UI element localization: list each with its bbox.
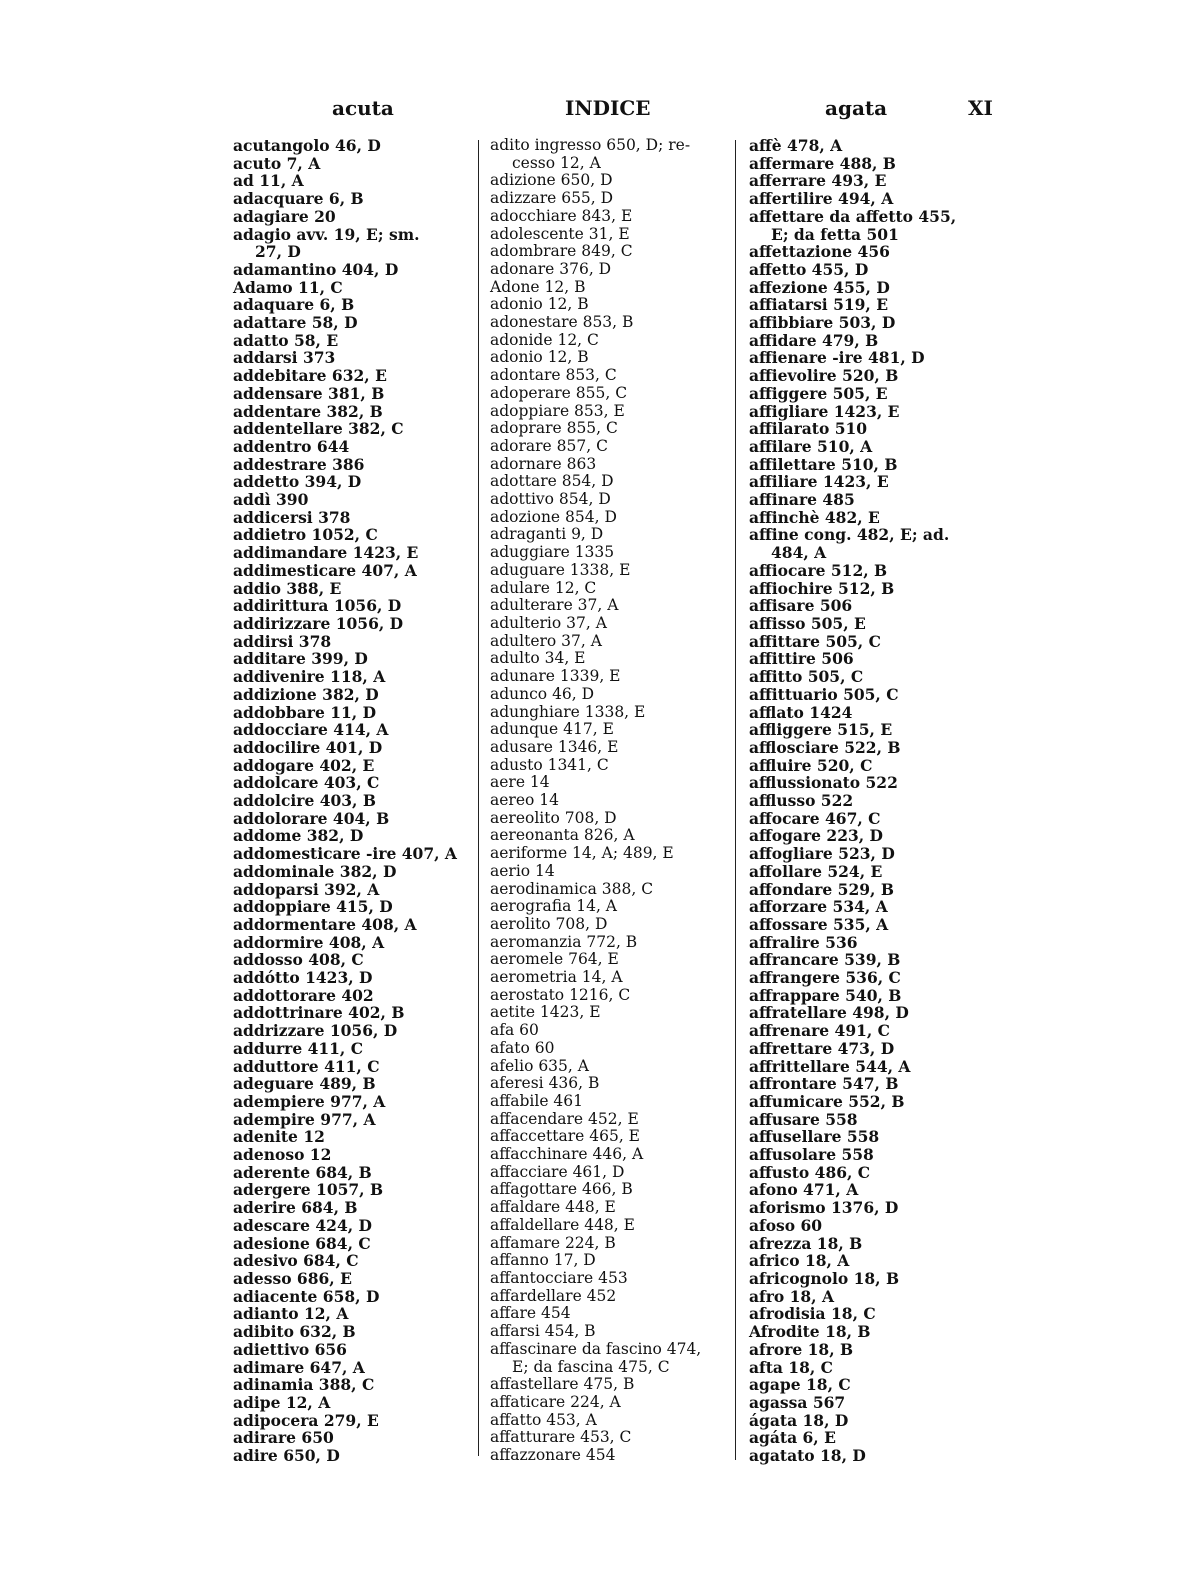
index-entry: affliggere 515, E [749, 720, 893, 740]
index-entry: affrancare 539, B [749, 950, 901, 970]
index-entry: affare 454 [490, 1304, 571, 1323]
index-entry: addetto 394, D [233, 472, 362, 492]
index-entry: adinamia 388, C [233, 1375, 375, 1395]
index-entry: afoso 60 [749, 1215, 823, 1235]
index-entry: addimesticare 407, A [233, 560, 417, 580]
index-entry: additare 399, D [233, 649, 368, 669]
index-entry: afflusso 522 [749, 791, 854, 811]
index-entry: affievolire 520, B [749, 366, 899, 386]
page-number: XI [968, 96, 993, 120]
index-entry: affanno 17, D [490, 1251, 596, 1270]
index-entry: adempiere 977, A [233, 1091, 386, 1111]
index-entry: adombrare 849, C [490, 242, 633, 261]
index-entry: affitto 505, C [749, 667, 864, 687]
page-header [230, 96, 1000, 126]
index-entry: addirittura 1056, D [233, 596, 402, 616]
index-entry: affisare 506 [749, 596, 853, 616]
index-entry: adoppiare 853, E [490, 401, 625, 420]
index-entry: addentellare 382, C [233, 419, 404, 439]
index-entry: affagottare 466, B [490, 1180, 633, 1199]
index-entry: afelio 635, A [490, 1056, 589, 1075]
index-entry: adonio 12, B [490, 295, 589, 314]
index-entry: ágata 18, D [749, 1410, 849, 1430]
index-entry: addurre 411, C [233, 1038, 364, 1058]
index-entry: affogliare 523, D [749, 844, 895, 864]
index-entry: Adamo 11, C [233, 277, 343, 297]
index-entry: addoppiare 415, D [233, 897, 393, 917]
index-entry: adornare 863 [490, 454, 597, 473]
index-entry: adiettivo 656 [233, 1339, 347, 1359]
index-entry: afa 60 [490, 1021, 539, 1040]
index-entry: affacchinare 446, A [490, 1145, 644, 1164]
index-entry: aeromanzia 772, B [490, 932, 638, 951]
index-entry: adirare 650 [233, 1428, 334, 1448]
index-entry: adianto 12, A [233, 1304, 349, 1324]
index-entry: addottorare 402 [233, 985, 374, 1005]
index-entry: affrangere 536, C [749, 968, 901, 988]
index-entry: addrizzare 1056, D [233, 1021, 398, 1041]
index-entry: adunque 417, E [490, 720, 614, 739]
index-entry: addolorare 404, B [233, 808, 390, 828]
header-first-entry: acuta [332, 96, 394, 120]
index-entry: afflato 1424 [749, 702, 853, 722]
index-entry: addarsi 373 [233, 348, 336, 368]
index-entry: affiocare 512, B [749, 560, 888, 580]
index-entry: agatato 18, D [749, 1446, 866, 1466]
index-entry: adesione 684, C [233, 1233, 371, 1253]
index-entry: affusto 486, C [749, 1162, 871, 1182]
index-entry: affilarato 510 [749, 419, 868, 439]
index-entry: affittare 505, C [749, 631, 881, 651]
index-entry: adesso 686, E [233, 1269, 352, 1288]
index-entry: affidare 479, B [749, 330, 879, 350]
header-last-entry: agata [825, 96, 888, 120]
index-entry: affacendare 452, E [490, 1109, 639, 1128]
index-entry: affinare 485 [749, 490, 855, 510]
index-entry: addestrare 386 [233, 454, 365, 474]
index-entry: Afrodite 18, B [749, 1322, 871, 1342]
index-entry: addentare 382, B [233, 401, 383, 421]
index-entry: aerodinamica 388, C [490, 879, 654, 898]
index-entry: adipocera 279, E [233, 1410, 379, 1430]
index-entry: afono 471, A [749, 1180, 859, 1200]
index-entry: affiochire 512, B [749, 578, 895, 598]
index-entry: affiatarsi 519, E [749, 295, 889, 315]
index-entry: addio 388, E [233, 578, 342, 598]
index-entry: affermare 488, B [749, 153, 896, 173]
index-entry: adulto 34, E [490, 649, 586, 668]
index-entry: adonare 376, D [490, 259, 612, 278]
index-entry: adozione 854, D [490, 507, 617, 526]
index-entry: adescare 424, D [233, 1215, 372, 1235]
index-entry: addobbare 11, D [233, 702, 377, 722]
index-entry: adamantino 404, D [233, 259, 399, 279]
index-entry: affatto 453, A [490, 1410, 597, 1429]
column-divider-2 [735, 140, 736, 1460]
index-entry: affezione 455, D [749, 277, 890, 297]
index-entry: cesso 12, A [512, 153, 601, 172]
index-entry: adergere 1057, B [233, 1180, 384, 1200]
index-entry: afflosciare 522, B [749, 737, 901, 757]
index-entry: affiggere 505, E [749, 383, 888, 403]
index-entry: adonestare 853, B [490, 313, 634, 332]
index-entry: adattare 58, D [233, 313, 358, 333]
index-entry: affaldare 448, E [490, 1198, 616, 1217]
index-entry: addótto 1423, D [233, 968, 373, 988]
index-entry: affusellare 558 [749, 1127, 880, 1147]
index-entry: addoparsi 392, A [233, 879, 380, 899]
index-entry: adiacente 658, D [233, 1286, 380, 1306]
index-entry: affardellare 452 [490, 1286, 617, 1305]
index-entry: addome 382, D [233, 826, 364, 846]
index-entry: aereo 14 [490, 791, 559, 810]
index-entry: adunare 1339, E [490, 667, 621, 686]
index-entry: afflussionato 522 [749, 773, 898, 793]
index-entry: addormire 408, A [233, 932, 385, 952]
index-entry: adulterio 37, A [490, 613, 607, 632]
index-entry: addietro 1052, C [233, 525, 378, 545]
index-entry: affatturare 453, C [490, 1428, 632, 1447]
index-entry: acutangolo 46, D [233, 136, 381, 155]
index-entry: addogare 402, E [233, 755, 375, 775]
index-entry: aderente 684, B [233, 1162, 372, 1182]
index-entry: adeguare 489, B [233, 1074, 376, 1094]
index-entry: affienare -ire 481, D [749, 348, 925, 368]
index-entry: affantocciare 453 [490, 1269, 628, 1287]
index-entry: aereolito 708, D [490, 808, 617, 827]
index-entry: affogare 223, D [749, 826, 883, 846]
index-entry: affondare 529, B [749, 879, 894, 899]
index-entry: affrenare 491, C [749, 1021, 891, 1041]
index-entry: adacquare 6, B [233, 189, 364, 209]
index-entry: afferrare 493, E [749, 171, 887, 191]
index-entry: affittuario 505, C [749, 684, 899, 704]
index-entry: addirizzare 1056, D [233, 613, 404, 633]
index-entry: addicersi 378 [233, 507, 351, 527]
header-title: INDICE [565, 96, 651, 120]
index-column-3 [749, 137, 999, 1465]
index-entry: aeromele 764, E [490, 950, 619, 969]
index-entry: affollare 524, E [749, 861, 883, 881]
index-entry: agassa 567 [749, 1392, 846, 1412]
index-entry: affrappare 540, B [749, 985, 902, 1005]
index-entry: affusolare 558 [749, 1145, 874, 1165]
index-entry: adenoso 12 [233, 1145, 332, 1165]
index-entry: affrettare 473, D [749, 1038, 895, 1058]
index-entry: affratellare 498, D [749, 1003, 909, 1023]
index-entry: affumicare 552, B [749, 1091, 905, 1111]
index-entry: adito ingresso 650, D; re- [490, 136, 691, 154]
index-entry: adultero 37, A [490, 631, 602, 650]
index-entry: adesivo 684, C [233, 1251, 359, 1271]
index-entry: adunco 46, D [490, 684, 595, 703]
index-entry: adonide 12, C [490, 330, 599, 349]
index-column-1 [233, 137, 473, 1465]
index-entry: affinchè 482, E [749, 507, 880, 527]
index-entry: adire 650, D [233, 1446, 340, 1466]
index-column-2 [490, 137, 730, 1465]
index-entry: addocciare 414, A [233, 720, 389, 740]
index-entry: affè 478, A [749, 136, 843, 155]
index-entry: africognolo 18, B [749, 1269, 900, 1288]
index-entry: afta 18, C [749, 1357, 834, 1377]
index-entry: aereonanta 826, A [490, 826, 635, 845]
index-entry: adaquare 6, B [233, 295, 355, 315]
index-entry: adatto 58, E [233, 330, 339, 350]
index-entry: affarsi 454, B [490, 1322, 596, 1341]
index-entry: adoperare 855, C [490, 383, 628, 402]
index-entry: adagio avv. 19, E; sm. [233, 224, 420, 244]
index-entry: affigliare 1423, E [749, 401, 900, 421]
index-entry: E; da fetta 501 [771, 224, 899, 244]
index-entry: addottrinare 402, B [233, 1003, 405, 1023]
index-entry: adagiare 20 [233, 206, 336, 226]
index-entry: addì 390 [233, 490, 309, 510]
index-entry: aerostato 1216, C [490, 985, 631, 1004]
index-entry: aerio 14 [490, 861, 555, 880]
column-divider-1 [478, 140, 479, 1456]
index-entry: adibito 632, B [233, 1322, 356, 1342]
index-entry: addensare 381, B [233, 383, 385, 403]
index-entry: aeriforme 14, A; 489, E [490, 844, 674, 863]
index-entry: africo 18, A [749, 1251, 850, 1271]
index-entry: addirsi 378 [233, 631, 332, 651]
index-entry: adulterare 37, A [490, 596, 619, 615]
index-entry: adimare 647, A [233, 1357, 365, 1377]
index-entry: affastellare 475, B [490, 1375, 635, 1394]
index-entry: affrittellare 544, A [749, 1056, 911, 1076]
index-entry: addosso 408, C [233, 950, 364, 970]
index-entry: aduguare 1338, E [490, 560, 631, 579]
index-entry: agape 18, C [749, 1375, 851, 1395]
index-entry: affacciare 461, D [490, 1162, 625, 1181]
index-entry: aforismo 1376, D [749, 1198, 899, 1218]
index-entry: adoprare 855, C [490, 419, 618, 438]
index-entry: affocare 467, C [749, 808, 881, 828]
index-entry: adunghiare 1338, E [490, 702, 646, 721]
index-entry: addolcare 403, C [233, 773, 380, 793]
index-entry: adusare 1346, E [490, 737, 619, 756]
index-entry: affetto 455, D [749, 259, 869, 279]
index-entry: acuto 7, A [233, 153, 321, 173]
index-entry: affisso 505, E [749, 613, 866, 633]
index-entry: adocchiare 843, E [490, 206, 633, 225]
index-entry: affralire 536 [749, 932, 858, 952]
index-entry: affertilire 494, A [749, 189, 894, 209]
index-entry: afrore 18, B [749, 1339, 854, 1359]
index-entry: aere 14 [490, 773, 550, 792]
index-entry: aerolito 708, D [490, 914, 608, 933]
index-entry: addentro 644 [233, 436, 350, 456]
index-entry: affusare 558 [749, 1109, 858, 1129]
index-entry: adolescente 31, E [490, 224, 630, 243]
index-entry: affaldellare 448, E [490, 1215, 635, 1234]
index-entry: afato 60 [490, 1038, 555, 1057]
index-entry: addivenire 118, A [233, 667, 386, 687]
index-entry: adipe 12, A [233, 1392, 331, 1412]
index-entry: adontare 853, C [490, 366, 617, 385]
index-entry: addebitare 632, E [233, 366, 387, 386]
index-entry: affittire 506 [749, 649, 854, 669]
index-entry: adizzare 655, D [490, 189, 614, 208]
index-entry: afro 18, A [749, 1286, 835, 1306]
index-entry: aerografia 14, A [490, 897, 618, 916]
index-entry: adottare 854, D [490, 472, 614, 491]
index-entry: affaccettare 465, E [490, 1127, 640, 1146]
index-entry: affiliare 1423, E [749, 472, 889, 492]
index-entry: aetite 1423, E [490, 1003, 601, 1022]
index-entry: aderire 684, B [233, 1198, 358, 1218]
index-entry: adraganti 9, D [490, 525, 604, 544]
index-entry: affascinare da fascino 474, [490, 1339, 702, 1358]
index-entry: addizione 382, D [233, 684, 379, 704]
index-entry: afrezza 18, B [749, 1233, 863, 1253]
index-entry: 27, D [255, 242, 301, 262]
index-entry: addormentare 408, A [233, 914, 417, 934]
index-entry: affabile 461 [490, 1091, 584, 1110]
index-entry: adempire 977, A [233, 1109, 376, 1129]
index-entry: aduggiare 1335 [490, 543, 615, 562]
index-entry: affibbiare 503, D [749, 313, 896, 333]
index-entry: afrodisia 18, C [749, 1304, 876, 1324]
index-entry: adizione 650, D [490, 171, 613, 190]
index-entry: agáta 6, E [749, 1428, 836, 1448]
index-entry: affamare 224, B [490, 1233, 616, 1252]
index-entry: adonio 12, B [490, 348, 589, 367]
index-entry: adorare 857, C [490, 436, 608, 455]
index-entry: adulare 12, C [490, 578, 597, 597]
index-entry: affluire 520, C [749, 755, 873, 775]
index-entry: 484, A [771, 543, 827, 563]
index-entry: affossare 535, A [749, 914, 889, 934]
index-entry: afforzare 534, A [749, 897, 888, 917]
index-entry: affettare da affetto 455, [749, 206, 957, 226]
index-entry: adenite 12 [233, 1127, 325, 1147]
index-entry: affaticare 224, A [490, 1392, 621, 1411]
index-entry: addomesticare -ire 407, A [233, 844, 457, 864]
index-entry: adottivo 854, D [490, 490, 611, 509]
index-entry: ad 11, A [233, 171, 304, 191]
index-entry: addocilire 401, D [233, 737, 383, 757]
index-entry: affettazione 456 [749, 242, 890, 262]
index-entry: affine cong. 482, E; ad. [749, 525, 950, 545]
index-entry: adduttore 411, C [233, 1056, 380, 1076]
index-entry: affilettare 510, B [749, 454, 898, 474]
index-entry: addolcire 403, B [233, 791, 376, 811]
index-entry: addominale 382, D [233, 861, 397, 881]
index-entry: addimandare 1423, E [233, 543, 419, 563]
index-entry: aerometria 14, A [490, 968, 623, 987]
index-entry: affazzonare 454 [490, 1446, 616, 1465]
index-entry: adusto 1341, C [490, 755, 609, 774]
index-entry: affrontare 547, B [749, 1074, 899, 1094]
index-entry: aferesi 436, B [490, 1074, 600, 1093]
index-entry: affilare 510, A [749, 436, 873, 456]
index-entry: Adone 12, B [490, 277, 586, 296]
index-entry: E; da fascina 475, C [512, 1357, 670, 1376]
